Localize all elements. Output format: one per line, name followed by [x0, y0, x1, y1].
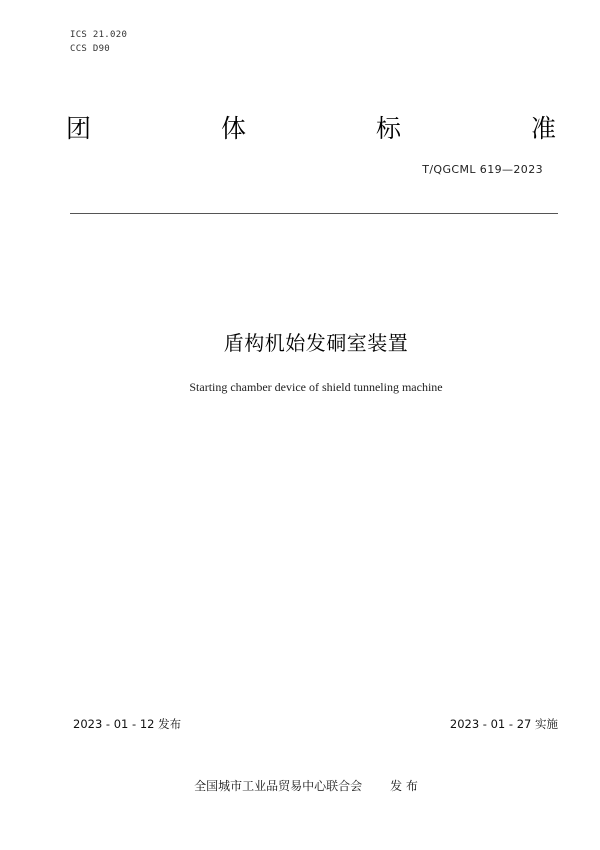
document-title-chinese: 盾构机始发硐室装置: [223, 331, 409, 355]
classification-codes: [70, 28, 127, 56]
publish-action: 发 布: [390, 779, 418, 793]
document-title-english: Starting chamber device of shield tunneling machine: [189, 380, 443, 394]
header-divider: [70, 213, 558, 214]
ccs-code: CCS D90: [70, 44, 111, 54]
ics-code: ICS 21.020: [70, 30, 128, 40]
implementation-date: 2023 - 01 - 27 实施: [449, 717, 558, 731]
issue-date: 2023 - 01 - 12 发布: [73, 717, 182, 731]
standard-code: T/QGCML 619—2023: [422, 163, 543, 176]
standard-type-heading: [66, 112, 556, 146]
standard-type-char: 标: [375, 114, 401, 143]
standard-type-char: 团: [66, 114, 92, 143]
standard-type-char: 体: [220, 114, 246, 143]
publisher-line: [0, 777, 600, 794]
publisher-name: 全国城市工业品贸易中心联合会: [194, 779, 363, 793]
standard-type-char: 准: [530, 114, 556, 143]
